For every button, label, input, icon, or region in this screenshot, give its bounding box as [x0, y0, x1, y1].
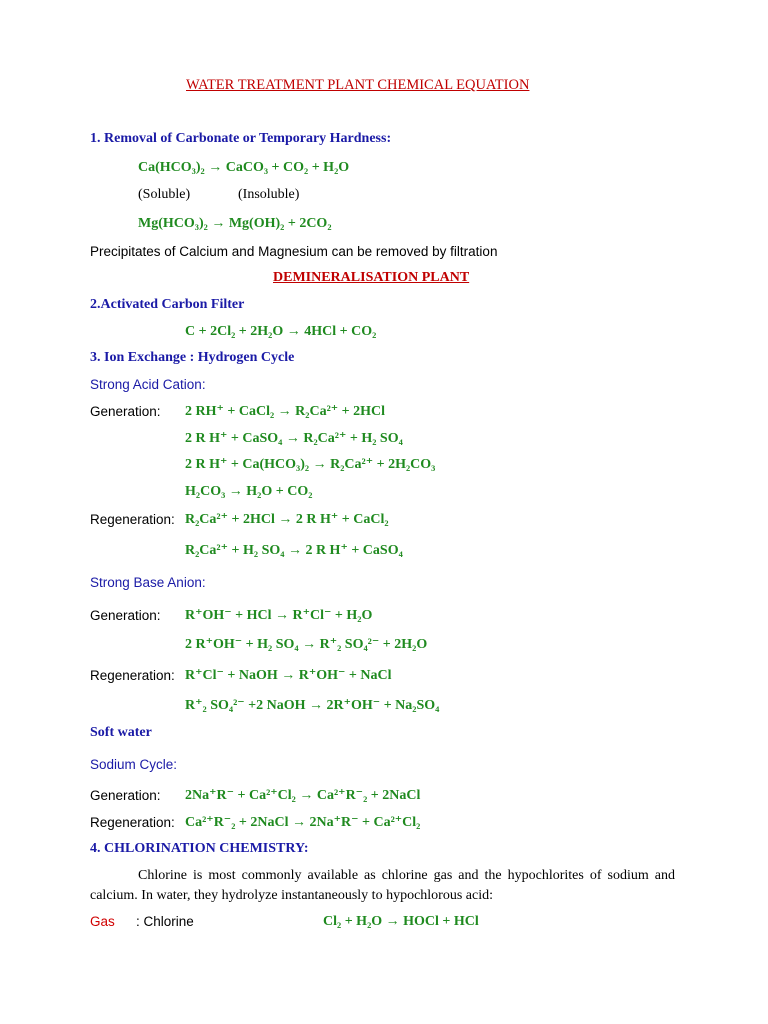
section-1-heading: 1. Removal of Carbonate or Temporary Hardness: [90, 131, 392, 146]
equation-base-regen-2: R⁺₂ SO₄²⁻ +2 NaOH → 2R⁺OH⁻ + Na₂SO₄ [185, 698, 440, 713]
equation-acid-gen-2: 2 R H⁺ + CaSO₄ → R₂Ca²⁺ + H₂ SO₄ [185, 431, 403, 446]
equation-sodium-gen: 2Na⁺R⁻ + Ca²⁺Cl₂ → Ca²⁺R⁻₂ + 2NaCl [185, 788, 421, 803]
equation-calcium-bicarbonate: Ca(HCO₃)₂ → CaCO₃ + CO₂ + H₂O [138, 160, 350, 175]
strong-base-anion-label: Strong Base Anion: [90, 575, 206, 590]
label-insoluble: (Insoluble) [238, 187, 300, 202]
gas-chlorine-name: : Chlorine [136, 914, 194, 929]
chlorination-text: Chlorine is most commonly available as chlorine gas and the hypochlorites of sodium and calcium. In water, they hydrolyze instantaneously to hypochlorous acid: [90, 868, 675, 903]
equation-acid-regen-2: R₂Ca²⁺ + H₂ SO₄ → 2 R H⁺ + CaSO₄ [185, 543, 403, 558]
section-3-heading: 3. Ion Exchange : Hydrogen Cycle [90, 350, 295, 365]
generation-label-sodium: Generation: [90, 788, 161, 803]
equation-acid-regen-1: R₂Ca²⁺ + 2HCl → 2 R H⁺ + CaCl₂ [185, 512, 389, 527]
sodium-cycle-label: Sodium Cycle: [90, 757, 178, 772]
regeneration-label: Regeneration: [90, 512, 175, 527]
equation-magnesium-bicarbonate: Mg(HCO₃)₂ → Mg(OH)₂ + 2CO₂ [138, 216, 332, 231]
soft-water-heading: Soft water [90, 725, 152, 740]
regeneration-label-sodium: Regeneration: [90, 815, 175, 830]
strong-acid-cation-label: Strong Acid Cation: [90, 377, 206, 392]
equation-base-gen-1: R⁺OH⁻ + HCl → R⁺Cl⁻ + H₂O [185, 608, 373, 623]
equation-base-regen-1: R⁺Cl⁻ + NaOH → R⁺OH⁻ + NaCl [185, 668, 392, 683]
equation-acid-gen-1: 2 RH⁺ + CaCl₂ → R₂Ca²⁺ + 2HCl [185, 404, 386, 419]
equation-activated-carbon: C + 2Cl₂ + 2H₂O → 4HCl + CO₂ [185, 324, 377, 339]
demineralisation-heading: DEMINERALISATION PLANT [273, 270, 470, 285]
section-4-heading: 4. CHLORINATION CHEMISTRY: [90, 841, 309, 856]
chlorination-paragraph [90, 866, 675, 906]
generation-label: Generation: [90, 404, 161, 419]
gas-label: Gas [90, 914, 115, 929]
equation-base-gen-2: 2 R⁺OH⁻ + H₂ SO₄ → R⁺₂ SO₄²⁻ + 2H₂O [185, 637, 428, 652]
label-soluble: (Soluble) [138, 187, 191, 202]
page-title: WATER TREATMENT PLANT CHEMICAL EQUATION [186, 77, 530, 93]
equation-acid-gen-4: H₂CO₃ → H₂O + CO₂ [185, 484, 313, 499]
equation-acid-gen-3: 2 R H⁺ + Ca(HCO₃)₂ → R₂Ca²⁺ + 2H₂CO₃ [185, 457, 436, 472]
equation-sodium-regen: Ca²⁺R⁻₂ + 2NaCl → 2Na⁺R⁻ + Ca²⁺Cl₂ [185, 815, 421, 830]
generation-label-anion: Generation: [90, 608, 161, 623]
section-2-heading: 2.Activated Carbon Filter [90, 297, 245, 312]
regeneration-label-anion: Regeneration: [90, 668, 175, 683]
equation-chlorine-hydrolysis: Cl₂ + H₂O → HOCl + HCl [323, 914, 479, 929]
filtration-note: Precipitates of Calcium and Magnesium can be removed by filtration [90, 244, 498, 259]
